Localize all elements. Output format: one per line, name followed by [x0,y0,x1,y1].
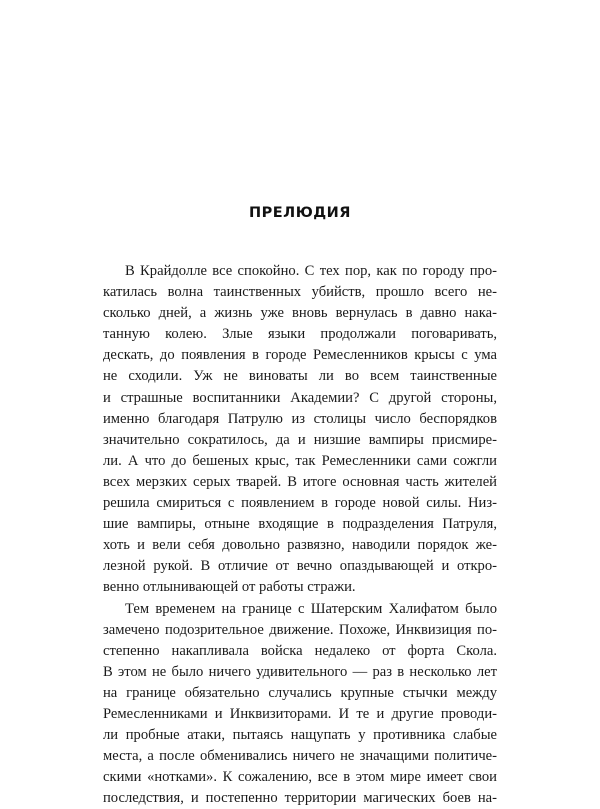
text-line: В этом не было ничего удивительного — раз в несколько лет [103,663,497,680]
text-line: лезной рукой. В отличие от вечно опаздывающей и откро- [103,558,497,575]
text-line: именно благодаря Патрулю из столицы число беспорядков [103,410,497,427]
text-line: танную колею. Злые языки продолжали поговаривать, [103,326,497,343]
text-line: не сходили. Уж не виноваты ли во всем таинственные [103,368,497,385]
text-line: венно отлынивающей от работы стражи. [103,579,356,596]
text-line: места, а после обменивались ничего не значащими политиче- [103,748,497,765]
body-text [103,261,497,809]
text-line: решила смириться с появлением в городе новой силы. Низ- [103,495,497,512]
text-line: на границе обязательно случались крупные стычки между [103,684,497,701]
text-line: Тем временем на границе с Шатерским Халифатом было [125,600,497,617]
text-line: скими «нотками». К сожалению, все в этом мире имеет свои [103,769,497,786]
text-line: шие вампиры, отныне входящие в подразделения Патруля, [103,516,497,533]
text-line: катилась волна таинственных убийств, прошло всего не- [103,284,497,301]
text-line: замечено подозрительное движение. Похоже, Инквизиция по- [103,621,497,638]
text-line: дескать, до появления в городе Ремесленников крысы с ума [103,347,497,364]
chapter-title: ПРЕЛЮДИЯ [249,205,351,221]
text-line: ли. А что до бешеных крыс, так Ремесленники сами сожгли [103,452,497,469]
text-line: Ремесленниками и Инквизиторами. И те и другие проводи- [103,705,497,722]
text-line: В Крайдолле все спокойно. С тех пор, как по городу про- [125,263,497,279]
text-line: степенно накапливала войска недалеко от форта Скола. [103,642,497,659]
text-line: ли пробные атаки, пытаясь нащупать у противника слабые [103,727,497,744]
text-line: всех мерзких серых тварей. В итоге основная часть жителей [103,473,497,490]
text-line: последствия, и постепенно территории магических боев на- [103,790,497,807]
text-line: и страшные воспитанники Академии? С другой стороны, [103,389,497,406]
text-line: значительно сократилось, да и низшие вампиры присмире- [103,431,497,448]
text-line: хоть и вели себя довольно развязно, наводили порядок же- [103,537,497,554]
text-line: сколько дней, а жизнь уже вновь вернулась в давно нака- [103,305,497,322]
